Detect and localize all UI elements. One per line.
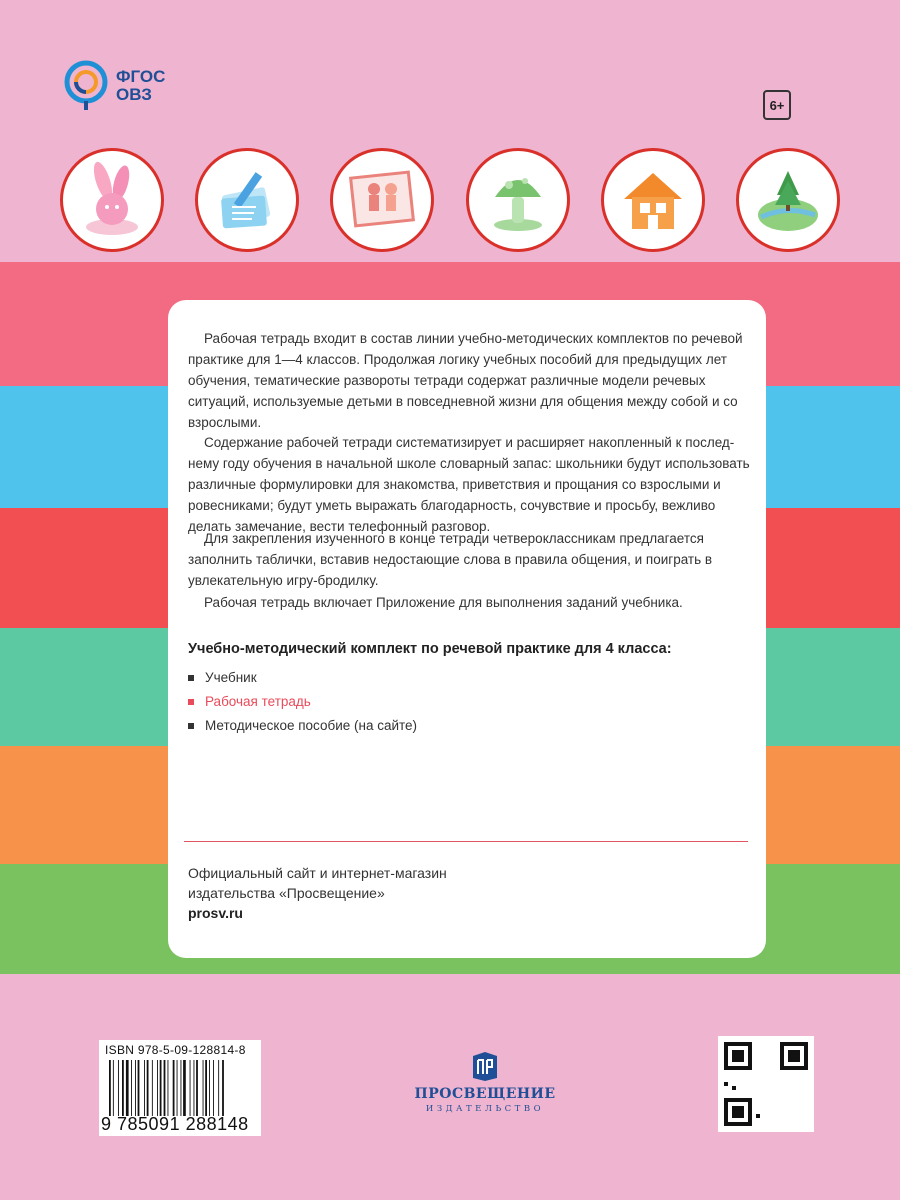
house-icon (601, 148, 705, 252)
kit-item-workbook (188, 690, 417, 714)
website-info (188, 863, 447, 923)
publisher-subtitle: ИЗДАТЕЛЬСТВО (425, 1104, 545, 1114)
ovz-label: ОВЗ (116, 85, 152, 104)
theme-icons (60, 148, 840, 252)
isbn-number: ISBN 978-5-09-128814-8 (105, 1043, 246, 1057)
site-url[interactable]: prosv.ru (188, 905, 243, 921)
site-line-1: Официальный сайт и интернет-магазин (188, 865, 447, 881)
barcode-bars-icon (109, 1060, 255, 1116)
description-paragraph-2: Содержание рабочей тетради систематизирует и расширяет накопленный к последнему году обучения в начальной школе словарный запас: школьники будут использовать различные формулировки для знакомства, приветствия и прощания со взрослыми и ровесниками; будут уметь выражать благодарность, сочувствие и просьбу, вежливо делать замечание, вести телефонный разговор. (188, 435, 750, 534)
publisher-emblem-icon (471, 1050, 499, 1082)
isbn-barcode (99, 1040, 261, 1136)
bullet-icon (188, 699, 194, 705)
kit-item-label: Методическое пособие (на сайте) (205, 718, 418, 733)
publisher-name: ПРОСВЕЩЕНИЕ (414, 1086, 556, 1102)
description-paragraph-1: Рабочая тетрадь входит в состав линии учебно-методических комплектов по речевой практике для 1—4 классов. Продолжая логику учебных пособий для предыдущих лет обучения, тематические развороты тетради содержат различные модели речевых ситуаций, используемые детьми в повседневной жизни для общения между собой и со взрослыми. (188, 331, 743, 430)
kit-item-methodology (188, 714, 417, 738)
kit-list (188, 666, 417, 738)
children-picture-icon (330, 148, 434, 252)
fgos-emblem-icon (64, 60, 108, 112)
barcode-digits: 9 785091 288148 (101, 1114, 249, 1134)
description-card (168, 300, 766, 958)
kit-title: Учебно-методический комплект по речевой практике для 4 класса: (188, 641, 672, 657)
kit-item-textbook (188, 666, 417, 690)
publisher-logo (400, 1050, 570, 1114)
divider (184, 841, 748, 842)
fgos-logo (64, 60, 165, 112)
qr-code-icon (724, 1042, 808, 1126)
bullet-icon (188, 723, 194, 729)
kit-item-label: Рабочая тетрадь (205, 694, 311, 709)
description-paragraph-3: Для закрепления изученного в конце тетради четвероклассникам предлагается заполнить таблички, вставив недостающие слова в правила общения, и поиграть в увлекательную игру-бродилку. (188, 531, 713, 588)
description-paragraph-4: Рабочая тетрадь включает Приложение для выполнения заданий учебника. (204, 595, 683, 610)
kit-item-label: Учебник (205, 670, 257, 685)
mushroom-icon (466, 148, 570, 252)
bullet-icon (188, 675, 194, 681)
bunny-icon (60, 148, 164, 252)
qr-code[interactable] (718, 1036, 814, 1132)
site-line-2: издательства «Просвещение» (188, 885, 385, 901)
notebook-pencil-icon (195, 148, 299, 252)
fgos-label: ФГОС (116, 67, 166, 86)
age-rating-badge: 6+ (763, 90, 791, 120)
landscape-icon (736, 148, 840, 252)
